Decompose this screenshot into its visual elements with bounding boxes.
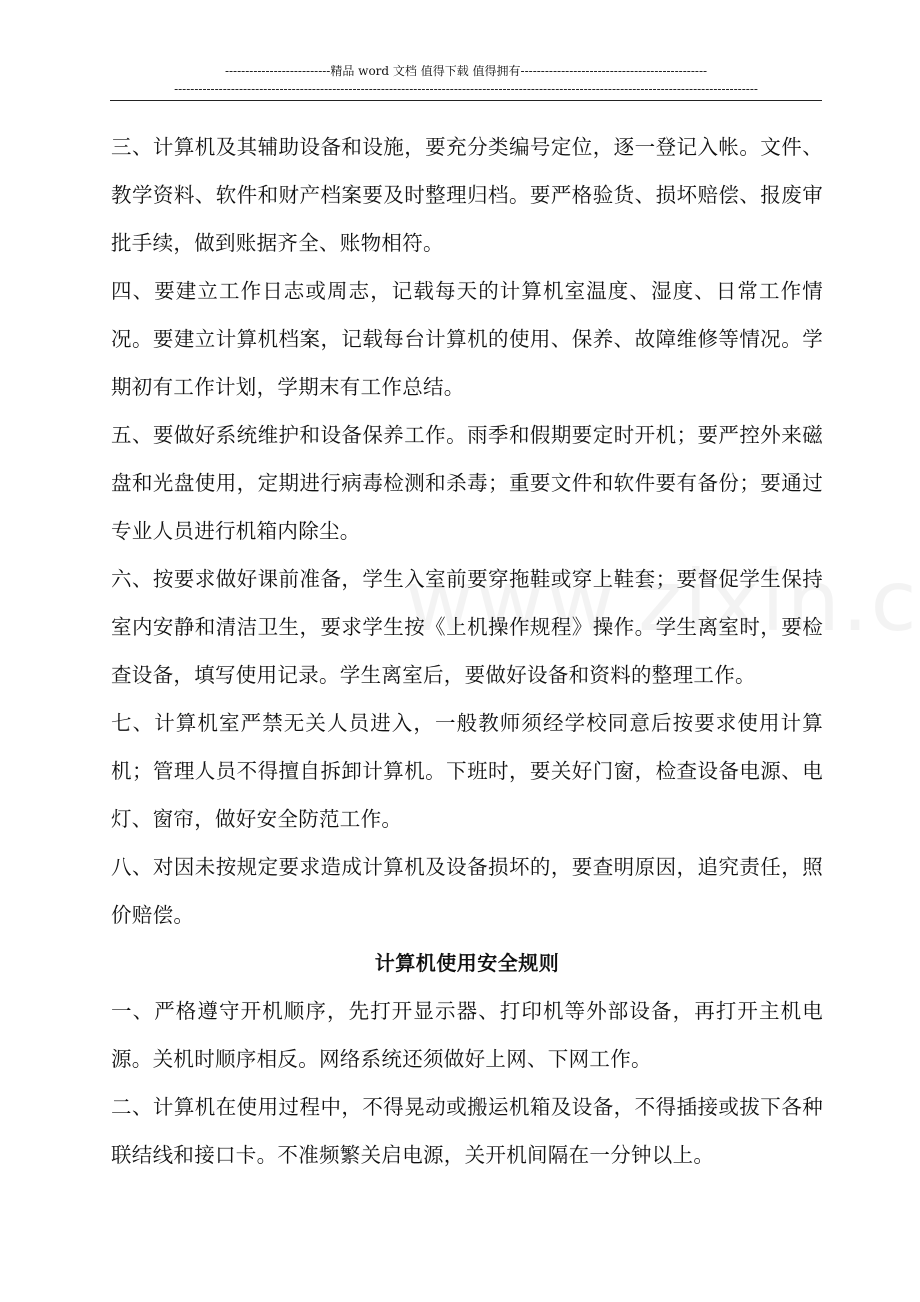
section-title: 计算机使用安全规则 [374,951,560,975]
page-header-line-2: ------------------------------------------------------------------------------------------------------------------------------------------------ [174,82,758,96]
paragraph-item-4: 四、要建立工作日志或周志，记载每天的计算机室温度、湿度、日常工作情况。要建立计算机档案，记载每台计算机的使用、保养、故障维修等情况。学期初有工作计划，学期末有工作总结。 [111,279,823,399]
paragraph-item-7: 七、计算机室严禁无关人员进入，一般教师须经学校同意后按要求使用计算机；管理人员不得擅自拆卸计算机。下班时，要关好门窗，检查设备电源、电灯、窗帘，做好安全防范工作。 [111,711,823,831]
rule-item-1: 一、严格遵守开机顺序，先打开显示器、打印机等外部设备，再打开主机电源。关机时顺序相反。网络系统还须做好上网、下网工作。 [111,999,823,1071]
paragraph-item-8: 八、对因未按规定要求造成计算机及设备损坏的，要查明原因，追究责任，照价赔偿。 [111,855,823,927]
document-body [111,123,823,1179]
header-divider [110,100,822,101]
paragraph-item-6: 六、按要求做好课前准备，学生入室前要穿拖鞋或穿上鞋套；要督促学生保持室内安静和清洁卫生，要求学生按《上机操作规程》操作。学生离室时，要检查设备，填写使用记录。学生离室后，要做好设备和资料的整理工作。 [111,567,823,687]
page-header-line-1: --------------------------精品 word 文档 值得下载 值得拥有---------------------------------------------- [224,64,708,78]
paragraph-item-5: 五、要做好系统维护和设备保养工作。雨季和假期要定时开机；要严控外来磁盘和光盘使用，定期进行病毒检测和杀毒；重要文件和软件要有备份；要通过专业人员进行机箱内除尘。 [111,423,823,543]
paragraph-item-3: 三、计算机及其辅助设备和设施，要充分类编号定位，逐一登记入帐。文件、教学资料、软件和财产档案要及时整理归档。要严格验货、损坏赔偿、报废审批手续，做到账据齐全、账物相符。 [111,135,823,255]
rule-item-2: 二、计算机在使用过程中，不得晃动或搬运机箱及设备，不得插接或拔下各种联结线和接口卡。不准频繁关启电源，关开机间隔在一分钟以上。 [111,1095,823,1167]
